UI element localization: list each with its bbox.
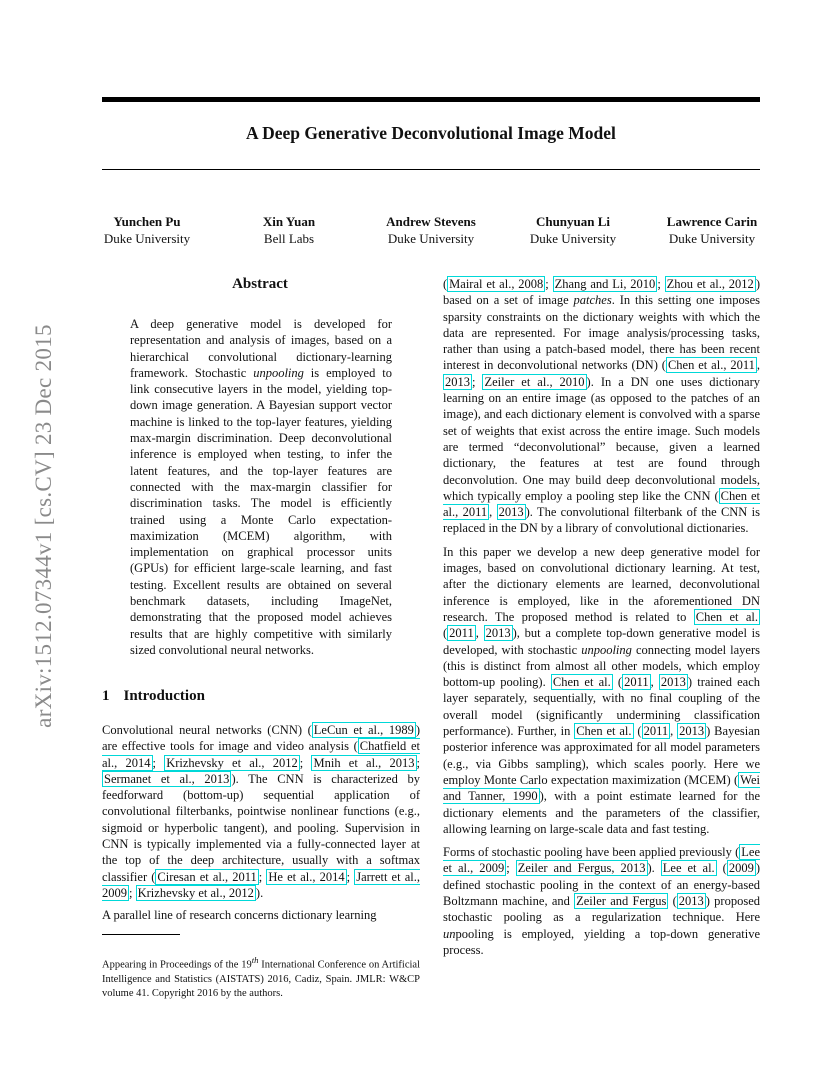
top-rule (102, 97, 760, 102)
citation-link[interactable]: 2013 (485, 626, 511, 641)
citation-link[interactable]: Lee et al. (662, 861, 715, 876)
section-title: Introduction (123, 688, 205, 704)
citation-link[interactable]: Zhou et al., 2012 (666, 277, 754, 291)
citation-link[interactable]: Chen et al., 2011 (667, 358, 755, 373)
footnote-rule (102, 934, 180, 935)
paragraph: A parallel line of research concerns dictionary learning (102, 908, 377, 923)
section-number: 1 (102, 688, 110, 704)
citation-link[interactable]: Ciresan et al., 2011 (157, 869, 257, 884)
citation-link[interactable]: 2013 (678, 893, 704, 908)
paragraph: Convolutional neural networks (CNN) ( LeCun et al., 1989 ) are effective tools for image and video analysis ( Chatfield et al., 2014 ; Krizhevsky et al., 2012 ; Mnih et al., 2013 ; Sermanet et al., 2013 ). The CNN is characterized by feedforward (bottom-up) sequential application of convolutional filterbanks, pointwise nonlinear functions (e.g., sigmoid or hyperbolic tangent), and pooling. Supervision in CNN is typically implemented via a fully-connected layer at the top of the deep architecture, usually with a softmax classifier ( Ciresan et al., 2011 ; He et al., 2014 ; Jarrett et al., 2009 ; Krizhevsky et al., 2012 ). (102, 723, 420, 900)
citation-link[interactable]: Mnih et al., 2013 (313, 755, 415, 770)
citation-link[interactable]: Zhang and Li, 2010 (554, 277, 656, 291)
right-column-body (443, 276, 760, 965)
citation-link[interactable]: 2013 (498, 505, 524, 520)
author-name: Xin Yuan (262, 214, 316, 229)
citation-link[interactable]: 2011 (449, 626, 474, 641)
author (503, 213, 643, 247)
citation-link[interactable]: 2013 (660, 675, 686, 690)
citation-link[interactable]: 2009 (728, 861, 754, 876)
citation-link[interactable]: Krizhevsky et al., 2012 (137, 885, 254, 900)
citation-link[interactable]: 2013 (445, 374, 470, 389)
citation-link[interactable]: Wei and Tanner, 1990 (443, 772, 760, 804)
citation-link[interactable]: LeCun et al., 1989 (313, 723, 414, 737)
arxiv-stamp: arXiv:1512.07344v1 [cs.CV] 23 Dec 2015 (31, 324, 56, 728)
paragraph: ( Mairal et al., 2008 ; Zhang and Li, 2010 ; Zhou et al., 2012 ) based on a set of image patches. In this setting one imposes sparsity constraints on the dictionary weights with which the data are represented. For image analysis/processing tasks, rather than using a patch-based model, there has been recent interest in deconvolutional networks (DN) ( Chen et al., 2011 , 2013 ; Zeiler et al., 2010 ). In a DN one uses dictionary learning on an entire image (as opposed to the patches of an image), and each dictionary element is convolved with a sparse set of weights that exist across the entire image. Such models are termed “deconvolutional” because, given a learned dictionary, the features at test are found through deconvolution. One may build deep deconvolutional models, which typically employ a pooling step like the CNN ( Chen et al., 2011 , 2013 ). The convolutional filterbank of the CNN is replaced in the DN by a library of convolutional dictionaries. (443, 277, 761, 536)
author-name: Chunyuan Li (535, 214, 611, 229)
abstract-heading: Abstract (232, 276, 288, 292)
citation-link[interactable]: Zeiler and Fergus, 2013 (517, 861, 646, 876)
paper-title: A Deep Generative Deconvolutional Image Model (246, 123, 616, 143)
author-affiliation: Bell Labs (263, 231, 315, 246)
author-affiliation: Duke University (103, 231, 191, 246)
author (77, 213, 217, 247)
citation-link[interactable]: Zeiler and Fergus (576, 893, 667, 908)
paragraph: In this paper we develop a new deep generative model for images, based on convolutional dictionary learning. At test, after the dictionary elements are learned, deconvolutional inference is employed, like in the aforementioned DN research. The proposed method is related to Chen et al. ( 2011 , 2013 ), but a complete top-down generative model is developed, with stochastic unpooling connecting model layers (this is distinct from almost all other models, which employ bottom-up pooling). Chen et al. ( 2011 , 2013 ) trained each layer separately, sequentially, with no final coupling of the overall model (significantly undermining classification performance). Further, in Chen et al. ( 2011 , 2013 ) Bayesian posterior inference was approximated for all model parameters (e.g., via Gibbs sampling), which scales poorly. Here we employ Monte Carlo expectation maximization (MCEM) ( Wei and Tanner, 1990 ), with a point estimate learned for the dictionary elements and the parameters of the classifier, allowing learning on large-scale data and fast testing. (443, 544, 761, 836)
citation-link[interactable]: 2011 (624, 675, 649, 690)
citation-link[interactable]: Jarrett et al., 2009 (102, 869, 420, 900)
author-affiliation: Duke University (668, 231, 756, 246)
section-heading-introduction (102, 688, 205, 705)
citation-link[interactable]: Chatfield et al., 2014 (102, 739, 420, 770)
citation-link[interactable]: Chen et al. (576, 724, 632, 739)
author-name: Andrew Stevens (386, 214, 476, 229)
introduction-body (102, 722, 420, 930)
citation-link[interactable]: 2011 (643, 724, 669, 739)
citation-link[interactable]: Chen et al. (552, 675, 611, 690)
footnote: Appearing in Proceedings of the 19th International Conference on Artificial Intelligence and Statistics (AISTATS) 2016, Cadiz, Spain. JMLR: W&CP volume 41. Copyright 2016 by the authors. (102, 955, 420, 999)
citation-link[interactable]: 2013 (679, 724, 705, 739)
paragraph: Forms of stochastic pooling have been applied previously ( Lee et al., 2009 ; Zeiler and Fergus, 2013 ). Lee et al. ( 2009 ) defined stochastic pooling in the context of an energy-based Boltzmann machine, and Zeiler and Fergus ( 2013 ) proposed stochastic pooling as a regularization technique. Here unpooling is employed, yielding a top-down generative process. (443, 845, 760, 957)
author (219, 213, 359, 247)
abstract-body: A deep generative model is developed for representation and analysis of images, based on a hierarchical convolutional dictionary-learning framework. Stochastic unpooling is employed to link consecutive layers in the model, yielding top-down image generation. A Bayesian support vector machine is linked to the top-layer features, yielding max-margin discrimination. Deep deconvolutional inference is employed when testing, to infer the latent features, and the top-layer features are connected with the max-margin classifier for discrimination tasks. The model is efficiently trained using a Monte Carlo expectation-maximization (MCEM) algorithm, with implementation on graphical processor units (GPUs) for efficient large-scale learning, and fast testing. Excellent results are obtained on several benchmark datasets, including ImageNet, demonstrating that the proposed model achieves results that are highly competitive with similarly sized convolutional neural networks. (130, 317, 392, 657)
author-name: Yunchen Pu (113, 214, 181, 229)
citation-link[interactable]: Mairal et al., 2008 (449, 277, 544, 291)
author-name: Lawrence Carin (666, 214, 758, 229)
citation-link[interactable]: Zeiler et al., 2010 (484, 374, 585, 389)
citation-link[interactable]: Krizhevsky et al., 2012 (166, 755, 298, 770)
citation-link[interactable]: Lee et al., 2009 (443, 845, 760, 876)
title-bottom-rule (102, 169, 760, 170)
citation-link[interactable]: He et al., 2014 (268, 869, 345, 884)
author-affiliation: Duke University (387, 231, 475, 246)
citation-link[interactable]: Chen et al., 2011 (443, 488, 760, 520)
citation-link[interactable]: Sermanet et al., 2013 (104, 771, 230, 786)
author (361, 213, 501, 247)
author (642, 213, 782, 247)
citation-link[interactable]: Chen et al. (695, 609, 758, 624)
author-affiliation: Duke University (529, 231, 617, 246)
